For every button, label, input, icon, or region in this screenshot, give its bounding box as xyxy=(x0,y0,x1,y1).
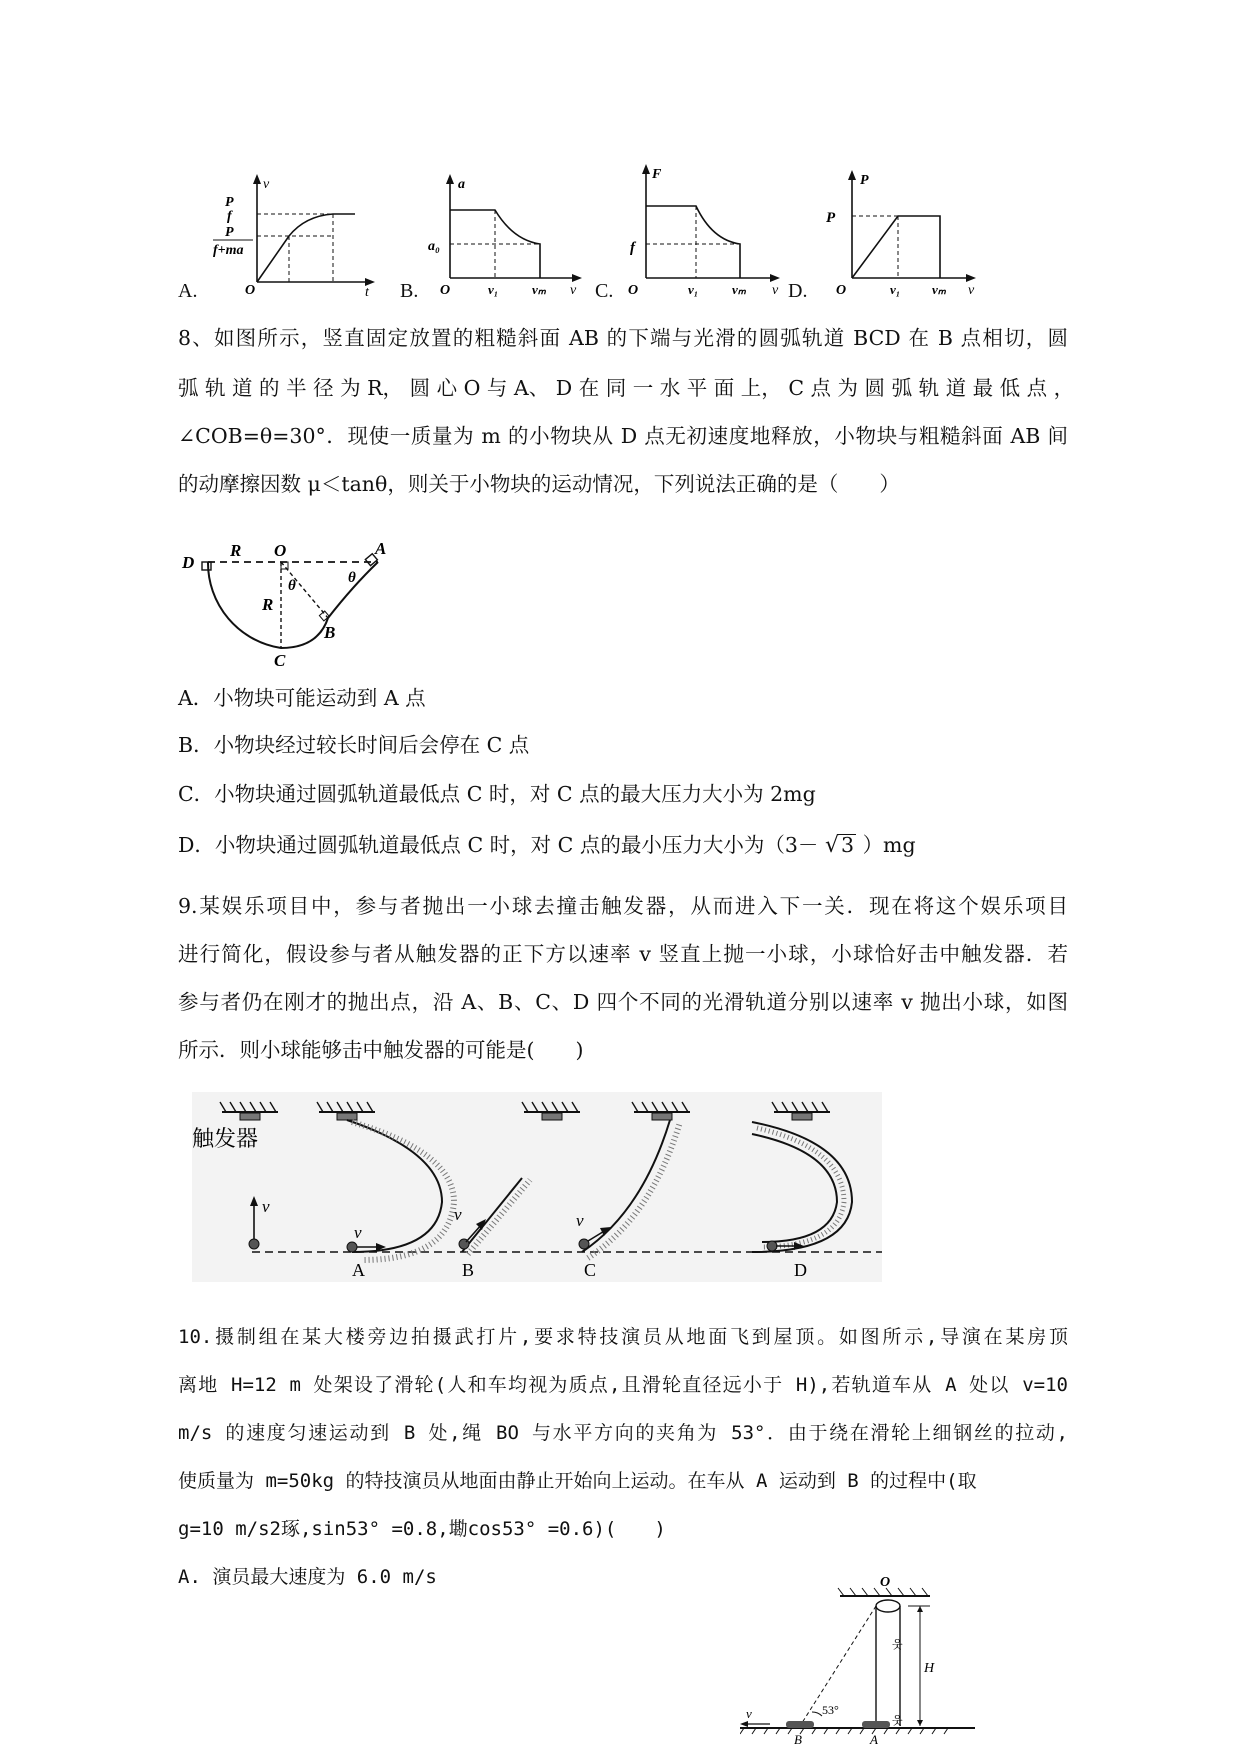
q8-option-c: C．小物块通过圆弧轨道最低点 C 时，对 C 点的最大压力大小为 2mg xyxy=(178,782,816,806)
q7-graph-a xyxy=(205,170,380,300)
pulley xyxy=(876,1600,900,1612)
q9-line-3: 参与者仍在刚才的抛出点，沿 A、B、C、D 四个不同的光滑轨道分别以速率 v 抛出小球，如图 xyxy=(178,990,1068,1014)
svg-text:53°: 53° xyxy=(822,1703,839,1717)
q7-option-c-label: C. xyxy=(595,280,614,302)
svg-text:B: B xyxy=(794,1732,802,1747)
car-at-b xyxy=(786,1721,814,1728)
svg-text:v: v xyxy=(772,283,779,298)
block-at-d xyxy=(202,562,211,570)
force-curve xyxy=(646,206,740,278)
q8-option-d-prefix: D．小物块通过圆弧轨道最低点 C 时，对 C 点的最小压力大小为（3－ xyxy=(178,833,819,857)
svg-text:v: v xyxy=(354,1223,362,1242)
svg-text:C: C xyxy=(584,1260,597,1280)
svg-text:a₀: a₀ xyxy=(428,239,440,254)
q7-graph-b xyxy=(428,170,588,300)
svg-text:P: P xyxy=(826,210,836,226)
ball-a xyxy=(347,1242,357,1252)
q8-option-b: B．小物块经过较长时间后会停在 C 点 xyxy=(178,733,530,757)
sqrt-sign: √ xyxy=(824,833,839,858)
svg-text:D: D xyxy=(182,553,195,572)
q9-line-1: 9.某娱乐项目中，参与者抛出一小球去撞击触发器，从而进入下一关．现在将这个娱乐项目 xyxy=(178,894,1068,918)
svg-text:f: f xyxy=(630,240,635,256)
svg-text:v: v xyxy=(968,283,975,298)
svg-text:O: O xyxy=(440,283,451,298)
trigger-label: 触发器 xyxy=(192,1126,259,1151)
svg-text:θ: θ xyxy=(288,578,296,594)
svg-text:F: F xyxy=(652,167,662,182)
q10-line-5: g=10 m/s2琢,sin53° =0.8,墈cos53° =0.6)( ) xyxy=(178,1518,666,1540)
svg-text:R: R xyxy=(262,595,274,614)
svg-text:vₘ: vₘ xyxy=(732,282,746,297)
ball-ref xyxy=(249,1239,259,1249)
q9-line-2: 进行简化，假设参与者从触发器的正下方以速率 v 竖直上抛一小球，小球恰好击中触发器．若 xyxy=(178,942,1068,966)
velocity-curve xyxy=(257,214,355,282)
q10-line-1: 10.摄制组在某大楼旁边拍摄武打片,要求特技演员从地面飞到屋顶。如图所示,导演在某房顶 xyxy=(178,1326,1068,1348)
svg-text:v: v xyxy=(746,1706,752,1721)
svg-text:A: A xyxy=(870,1732,878,1747)
svg-text:O: O xyxy=(836,283,847,298)
q9-figure xyxy=(192,1092,882,1282)
q10-line-2: 离地 H=12 m 处架设了滑轮(人和车均视为质点,且滑轮直径远小于 H),若轨道车从 A 处以 v=10 xyxy=(178,1374,1068,1396)
svg-text:A: A xyxy=(352,1260,365,1280)
svg-text:B: B xyxy=(324,623,336,642)
sqrt-radicand: 3 xyxy=(840,833,855,857)
svg-text:C: C xyxy=(274,651,286,668)
svg-text:O: O xyxy=(880,1576,891,1590)
svg-text:v₁: v₁ xyxy=(688,282,699,297)
svg-text:R: R xyxy=(230,541,242,560)
svg-text:O: O xyxy=(274,541,287,560)
q10-line-4: 使质量为 m=50kg 的特技演员从地面由静止开始向上运动。在车从 A 运动到 B 的过程中(取 xyxy=(178,1470,977,1492)
svg-text:vₘ: vₘ xyxy=(532,282,546,297)
svg-text:vₘ: vₘ xyxy=(932,282,946,297)
q8-option-d xyxy=(178,834,916,857)
performer: 웃 xyxy=(892,1639,903,1651)
svg-text:θ: θ xyxy=(348,570,356,586)
q10-option-a: A. 演员最大速度为 6.0 m/s xyxy=(178,1566,437,1588)
svg-text:v: v xyxy=(454,1205,462,1224)
svg-text:f: f xyxy=(227,209,232,224)
svg-text:f+ma: f+ma xyxy=(213,243,244,258)
performer-ground: 웃 xyxy=(892,1715,903,1727)
q8-line-4: 的动摩擦因数 μ＜tanθ，则关于小物块的运动情况，下列说法正确的是（ ） xyxy=(178,472,900,496)
svg-text:O: O xyxy=(628,283,639,298)
svg-text:v: v xyxy=(570,283,577,298)
q8-option-d-suffix: ）mg xyxy=(862,833,916,857)
ball-d xyxy=(767,1241,777,1251)
q8-line-2: 弧 轨 道 的 半 径 为 R， 圆 心 O 与 A、 D 在 同 一 水 平 面 上， C 点 为 圆 弧 轨 道 最 低 点 ， xyxy=(178,376,1075,400)
q7-option-d-label: D. xyxy=(788,280,808,302)
q8-line-1: 8、如图所示，竖直固定放置的粗糙斜面 AB 的下端与光滑的圆弧轨道 BCD 在 B 点相切，圆 xyxy=(178,326,1068,350)
ball-c xyxy=(579,1239,589,1249)
svg-text:H: H xyxy=(924,1661,935,1676)
q8-option-a: A．小物块可能运动到 A 点 xyxy=(178,686,426,710)
q7-graph-c xyxy=(622,160,787,300)
svg-text:v: v xyxy=(262,1197,270,1216)
svg-text:v₁: v₁ xyxy=(488,282,499,297)
origin-label: O xyxy=(245,283,256,298)
q7-option-b-label: B. xyxy=(400,280,419,302)
y-axis-arrow xyxy=(253,174,261,184)
svg-text:B: B xyxy=(462,1260,475,1280)
svg-text:v: v xyxy=(576,1211,584,1230)
q8-line-3: ∠COB=θ=30°．现使一质量为 m 的小物块从 D 点无初速度地释放，小物块与粗糙斜面 AB 间 xyxy=(178,424,1068,448)
svg-text:A: A xyxy=(375,539,387,558)
x-label: t xyxy=(365,285,369,300)
q8-figure xyxy=(178,538,408,668)
svg-text:P: P xyxy=(225,195,234,210)
svg-text:P: P xyxy=(860,173,869,188)
q7-graph-d xyxy=(818,166,983,300)
y-label: v xyxy=(263,177,270,192)
q10-line-3: m/s 的速度匀速运动到 B 处,绳 BO 与水平方向的夹角为 53°．由于绕在滑轮上细钢丝的拉动, xyxy=(178,1422,1068,1444)
power-curve xyxy=(852,216,940,278)
svg-text:a: a xyxy=(458,177,465,192)
q10-figure xyxy=(740,1576,980,1748)
svg-text:P: P xyxy=(225,225,234,240)
svg-text:v₁: v₁ xyxy=(890,282,901,297)
car-at-a xyxy=(862,1721,890,1728)
q7-option-a-label: A. xyxy=(178,280,198,302)
svg-text:D: D xyxy=(794,1260,807,1280)
q9-line-4: 所示．则小球能够击中触发器的可能是( ) xyxy=(178,1038,584,1062)
